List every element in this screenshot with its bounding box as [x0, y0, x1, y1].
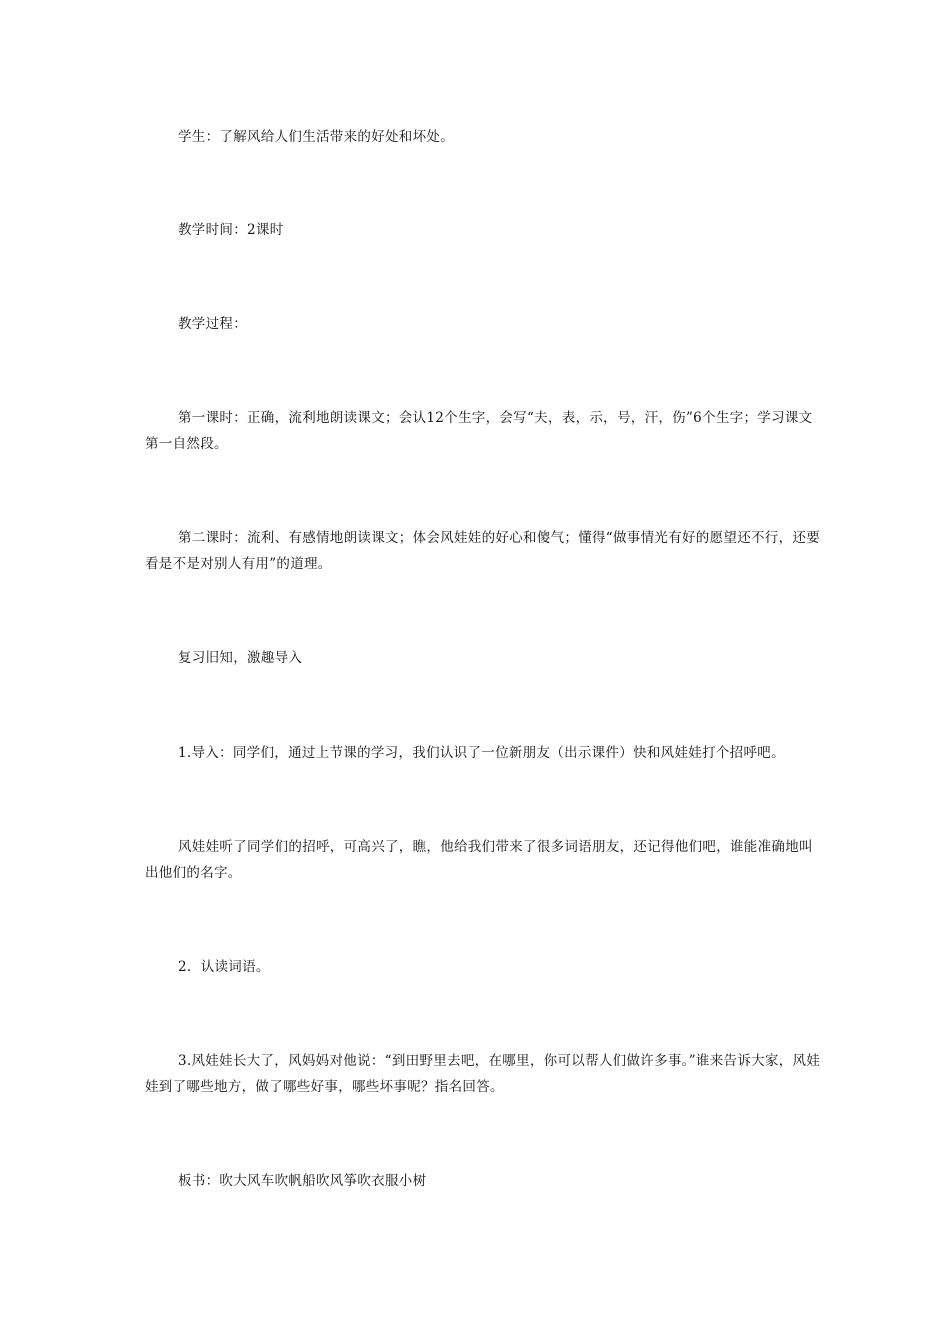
paragraph-review-intro: 复习旧知，激趣导入: [178, 650, 303, 666]
paragraph-blackboard: 板书：吹大风车吹帆船吹风筝吹衣服小树: [178, 1173, 427, 1189]
paragraph-step-1: 1.导入：同学们，通过上节课的学习，我们认识了一位新朋友（出示课件）快和风娃娃打个招呼吧。: [178, 745, 785, 761]
paragraph-wind-baby: 风娃娃听了同学们的招呼，可高兴了，瞧，他给我们带来了很多词语朋友，还记得他们吧，谁能准确地叫出他们的名字。: [145, 839, 813, 881]
paragraph-step-3: 3.风娃娃长大了，风妈妈对他说：“到田野里去吧，在哪里，你可以帮人们做许多事。”谁来告诉大家，风娃娃到了哪些地方，做了哪些好事，哪些坏事呢？指名回答。: [145, 1053, 821, 1095]
paragraph-first-lesson: 第一课时：正确，流利地朗读课文；会认12个生字，会写“夫，表，示，号，汗，伤”6个生字；学习课文第一自然段。: [145, 410, 813, 452]
paragraph-teaching-process: 教学过程：: [178, 316, 247, 332]
paragraph-second-lesson: 第二课时：流利、有感情地朗读课文；体会风娃娃的好心和傻气；懂得“做事情光有好的愿望还不行，还要看是不是对别人有用”的道理。: [145, 530, 820, 572]
paragraph-step-2: 2．认读词语。: [178, 959, 270, 975]
paragraph-students-goal: 学生：了解风给人们生活带来的好处和坏处。: [178, 129, 454, 145]
paragraph-teaching-time: 教学时间：2课时: [178, 222, 284, 238]
